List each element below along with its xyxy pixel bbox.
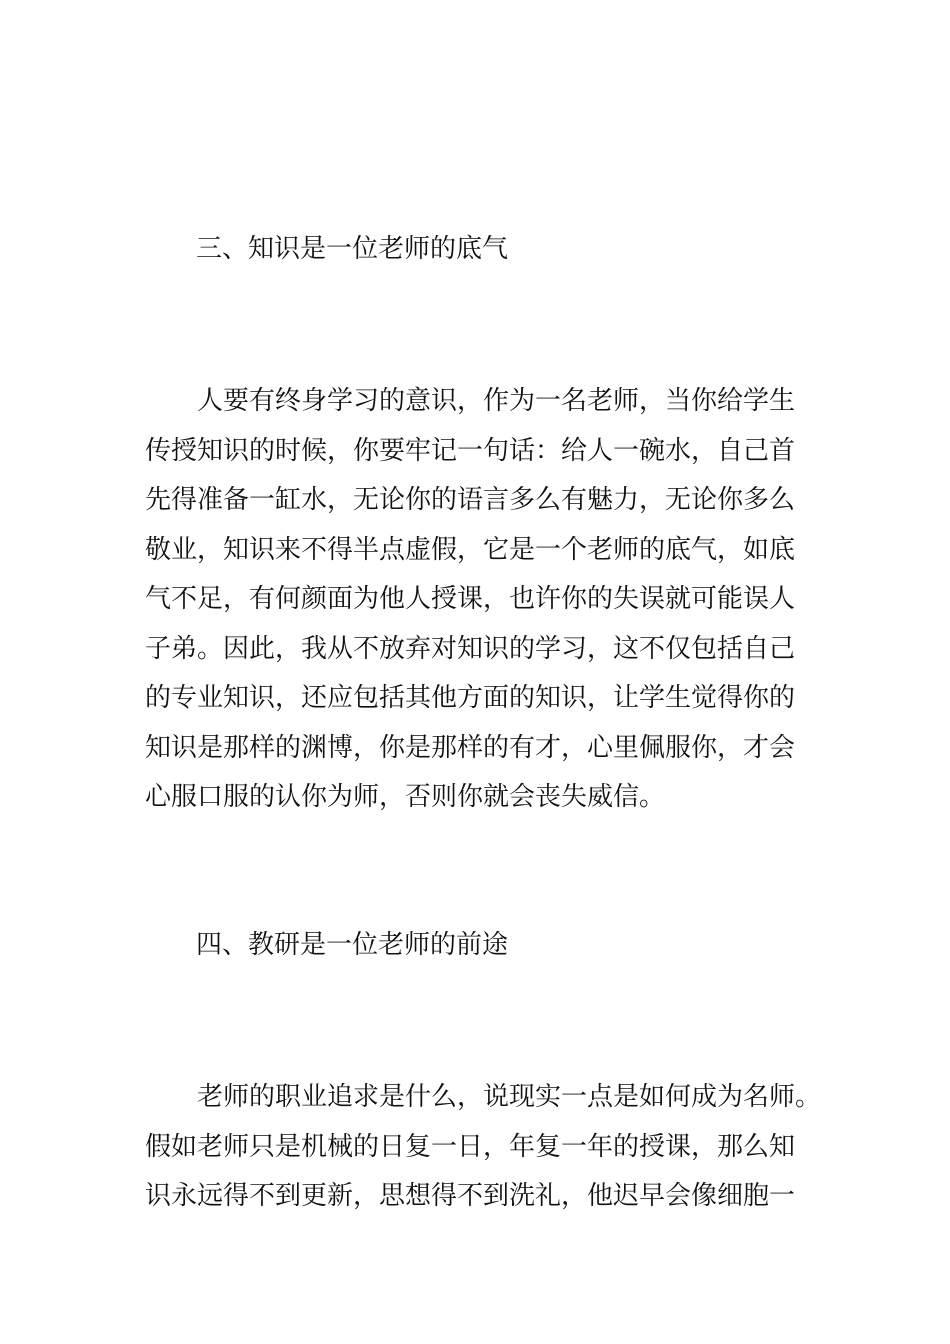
paragraph-line: 老师的职业追求是什么，说现实一点是如何成为名师。 — [197, 1082, 822, 1112]
section-3-heading: 三、知识是一位老师的底气 — [196, 234, 509, 264]
section-4-heading: 四、教研是一位老师的前途 — [196, 930, 509, 960]
paragraph-line: 敬业，知识来不得半点虚假，它是一个老师的底气，如底 — [145, 534, 796, 565]
section-3-paragraph — [145, 377, 825, 823]
paragraph-line: 传授知识的时候，你要牢记一句话：给人一碗水，自己首 — [145, 435, 796, 466]
paragraph-line: 知识是那样的渊博，你是那样的有才，心里佩服你，才会 — [145, 732, 796, 763]
paragraph-line: 识永远得不到更新，思想得不到洗礼，他迟早会像细胞一 — [145, 1181, 796, 1211]
paragraph-line: 假如老师只是机械的日复一日，年复一年的授课，那么知 — [145, 1131, 796, 1162]
section-4-paragraph — [145, 1073, 825, 1222]
paragraph-line: 的专业知识，还应包括其他方面的知识，让学生觉得你的 — [145, 683, 796, 713]
paragraph-line: 先得准备一缸水，无论你的语言多么有魅力，无论你多么 — [145, 485, 796, 515]
paragraph-line: 心服口服的认你为师，否则你就会丧失威信。 — [145, 782, 666, 812]
paragraph-line: 气不足，有何颜面为他人授课，也许你的失误就可能误人 — [145, 584, 796, 614]
paragraph-line: 人要有终身学习的意识，作为一名老师，当你给学生 — [197, 386, 796, 416]
paragraph-line: 子弟。因此，我从不放弃对知识的学习，这不仅包括自己 — [145, 633, 796, 664]
